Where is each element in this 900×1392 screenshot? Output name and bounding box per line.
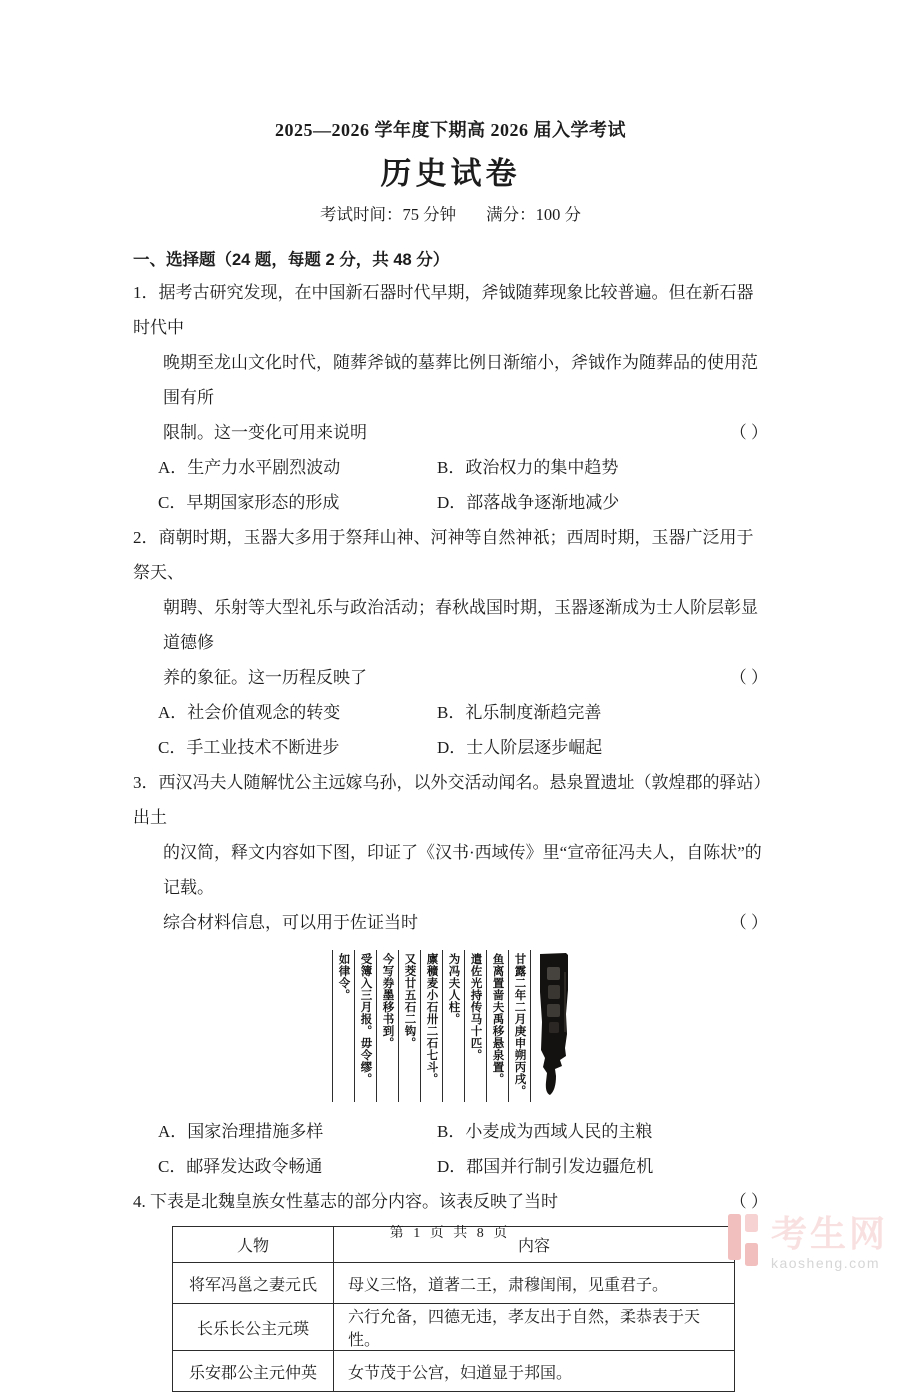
option-c: C．手工业技术不断进步 bbox=[158, 738, 340, 757]
content-cell: 母义三恪，道著二王，肃穆闺闱，见重君子。 bbox=[334, 1263, 735, 1304]
bamboo-slip-photo bbox=[530, 950, 570, 1102]
question-2 bbox=[133, 520, 768, 765]
slip-column-4: 为冯夫人柱。 bbox=[442, 950, 464, 1102]
muzhi-table bbox=[172, 1226, 735, 1392]
question-3-line-3 bbox=[133, 905, 768, 940]
option-d: D．部落战争逐渐地减少 bbox=[437, 493, 620, 512]
table-row bbox=[173, 1263, 735, 1304]
answer-bracket: （ ） bbox=[729, 668, 768, 687]
table-header-person: 人物 bbox=[173, 1227, 334, 1263]
question-2-line-3 bbox=[133, 660, 768, 695]
table-row bbox=[173, 1304, 735, 1351]
option-d: D．郡国并行制引发边疆危机 bbox=[437, 1157, 654, 1176]
option-a: A．国家治理措施多样 bbox=[158, 1122, 324, 1141]
slip-column-9: 如律令。 bbox=[332, 950, 354, 1102]
option-a: A．生产力水平剧烈波动 bbox=[158, 458, 341, 477]
full-score-label: 满分：100 分 bbox=[486, 205, 581, 224]
han-slip-figure bbox=[332, 950, 570, 1102]
option-c: C．邮驿发达政令畅通 bbox=[158, 1157, 323, 1176]
question-4 bbox=[133, 1184, 768, 1392]
option-b: B．小麦成为西域人民的主粮 bbox=[437, 1122, 653, 1141]
person-cell: 长乐长公主元瑛 bbox=[173, 1304, 334, 1351]
option-b: B．礼乐制度渐趋完善 bbox=[437, 703, 602, 722]
question-1-line-3 bbox=[133, 415, 768, 450]
watermark-cn: 考生网 bbox=[770, 1213, 888, 1254]
question-2-line-2: 朝聘、乐射等大型礼乐与政治活动；春秋战国时期，玉器逐渐成为士人阶层彰显道德修 bbox=[163, 598, 758, 652]
option-c: C．早期国家形态的形成 bbox=[158, 493, 340, 512]
content-cell: 六行允备，四德无违，孝友出于自然，柔恭表于天性。 bbox=[334, 1304, 735, 1351]
watermark-logo bbox=[728, 1214, 888, 1271]
slip-column-5: 廪穬麦小石卅二石七斗。 bbox=[420, 950, 442, 1102]
option-a: A．社会价值观念的转变 bbox=[158, 703, 341, 722]
table-header-content: 内容 bbox=[334, 1227, 735, 1263]
person-cell: 将军冯邕之妻元氏 bbox=[173, 1263, 334, 1304]
option-b: B．政治权力的集中趋势 bbox=[437, 458, 619, 477]
slip-column-3: 遣佐光持传马十匹。 bbox=[464, 950, 486, 1102]
answer-bracket: （ ） bbox=[729, 1192, 768, 1211]
subject-title: 历史试卷 bbox=[380, 156, 521, 191]
question-3-options bbox=[133, 1114, 768, 1184]
question-2-options bbox=[133, 695, 768, 765]
exam-time-label: 考试时间：75 分钟 bbox=[320, 205, 457, 224]
table-row bbox=[173, 1351, 735, 1392]
person-cell: 乐安郡公主元仲英 bbox=[173, 1351, 334, 1392]
question-1-options bbox=[133, 450, 768, 520]
question-1-stem-end: 限制。这一变化可用来说明 bbox=[163, 423, 367, 442]
page-number: 第 1 页 共 8 页 bbox=[389, 1226, 511, 1241]
doc-title: 2025—2026 学年度下期高 2026 届入学考试 bbox=[275, 120, 626, 140]
kaosheng-logo-icon bbox=[728, 1214, 760, 1270]
question-1 bbox=[133, 275, 768, 520]
section-heading: 一、选择题（24 题，每题 2 分，共 48 分） bbox=[133, 251, 450, 269]
slip-column-1: 甘露二年二月庚申朔丙戌。 bbox=[508, 950, 530, 1102]
slip-column-7: 今写券墨移书到。 bbox=[376, 950, 398, 1102]
question-3-line-2: 的汉简，释文内容如下图，印证了《汉书·西域传》里“宣帝征冯夫人，自陈状”的记载。 bbox=[163, 843, 762, 897]
option-d: D．士人阶层逐步崛起 bbox=[437, 738, 603, 757]
question-1-line-1: 1．据考古研究发现，在中国新石器时代早期，斧钺随葬现象比较普遍。但在新石器时代中 bbox=[133, 283, 754, 337]
question-2-line-1: 2．商朝时期，玉器大多用于祭拜山神、河神等自然神祇；西周时期，玉器广泛用于祭天、 bbox=[133, 528, 754, 582]
question-3 bbox=[133, 765, 768, 1184]
answer-bracket: （ ） bbox=[729, 913, 768, 932]
slip-column-6: 又茭廿五石二钩。 bbox=[398, 950, 420, 1102]
slip-column-8: 受簿入三月报。毋令缪。 bbox=[354, 950, 376, 1102]
watermark-text bbox=[771, 1214, 888, 1271]
slip-column-2: 鱼离置啬夫禹移悬泉置。 bbox=[486, 950, 508, 1102]
question-3-line-1: 3．西汉冯夫人随解忧公主远嫁乌孙，以外交活动闻名。悬泉置遗址（敦煌郡的驿站）出土 bbox=[133, 773, 762, 827]
exam-info-line bbox=[133, 202, 768, 228]
answer-bracket: （ ） bbox=[729, 423, 768, 442]
content-cell: 女节茂于公宫，妇道显于邦国。 bbox=[334, 1351, 735, 1392]
question-4-stem: 4. 下表是北魏皇族女性墓志的部分内容。该表反映了当时 bbox=[133, 1192, 558, 1211]
question-4-line-1 bbox=[133, 1184, 768, 1219]
question-3-stem-end: 综合材料信息，可以用于佐证当时 bbox=[163, 913, 418, 932]
question-2-stem-end: 养的象征。这一历程反映了 bbox=[163, 668, 367, 687]
watermark-en: kaosheng.com bbox=[770, 1255, 881, 1271]
question-1-line-2: 晚期至龙山文化时代，随葬斧钺的墓葬比例日渐缩小，斧钺作为随葬品的使用范围有所 bbox=[163, 353, 758, 407]
bamboo-slip-photo-image bbox=[537, 952, 570, 1100]
